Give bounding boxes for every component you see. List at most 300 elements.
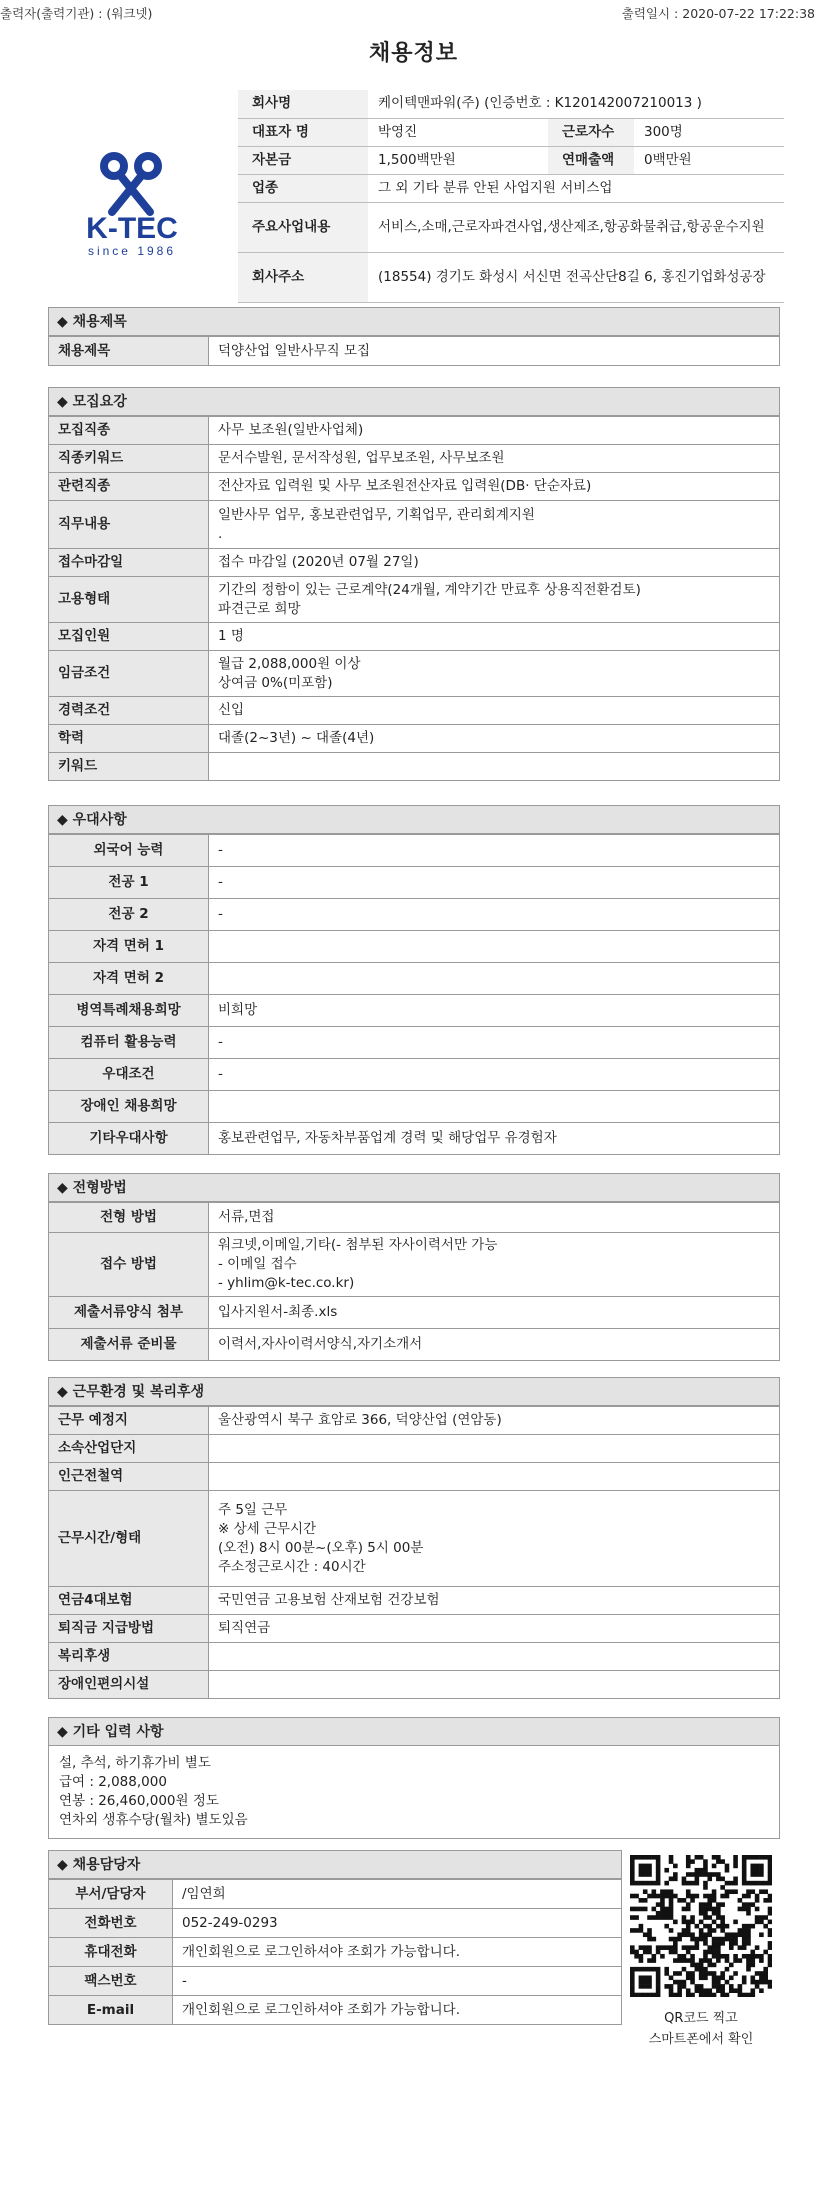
qr-module [690, 1932, 695, 1937]
qr-module [677, 1971, 682, 1976]
qr-module [742, 1924, 747, 1929]
qr-module [673, 1958, 678, 1963]
recruit-line: . [218, 525, 223, 542]
qr-module [707, 1924, 712, 1929]
recruit-value: 대졸(2~3년) ~ 대졸(4년) [209, 725, 780, 753]
qr-module [669, 1988, 674, 1993]
qr-module [669, 1950, 674, 1955]
qr-module [656, 1902, 661, 1907]
qr-module [699, 1993, 704, 1997]
company-logo [62, 150, 202, 260]
qr-module [750, 1889, 755, 1894]
qr-module [720, 1941, 725, 1946]
qr-module [647, 1855, 652, 1860]
qr-module [759, 1915, 764, 1920]
recruit-label: 학력 [49, 725, 209, 753]
qr-module [750, 1980, 755, 1985]
qr-module [669, 1859, 674, 1864]
qr-module [746, 1967, 751, 1972]
qr-module [759, 1881, 764, 1886]
prefer-heading: ◆ 우대사항 [48, 805, 780, 834]
qr-module [686, 1975, 691, 1980]
qr-module [742, 1975, 747, 1980]
address-value: (18554) 경기도 화성시 서신면 전곡산단8길 6, 홍진기업화성공장 [368, 252, 784, 302]
qr-module [742, 1907, 747, 1912]
contact-label: 팩스번호 [49, 1967, 173, 1996]
qr-module [699, 1988, 704, 1993]
etc-content [48, 1746, 780, 1839]
qr-module [664, 1971, 669, 1976]
qr-module [712, 1937, 717, 1942]
qr-module [699, 1902, 704, 1907]
recruit-line: 상여금 0%(미포함) [218, 674, 333, 691]
qr-module [647, 1984, 652, 1989]
recruit-label: 경력조건 [49, 697, 209, 725]
qr-module [686, 1971, 691, 1976]
qr-module [699, 1868, 704, 1873]
qr-module [720, 1902, 725, 1907]
qr-module [656, 1864, 661, 1869]
qr-module [673, 1941, 678, 1946]
qr-module [630, 1877, 635, 1882]
qr-module [768, 1920, 772, 1925]
recruit-label: 접수마감일 [49, 549, 209, 577]
qr-module [634, 1881, 639, 1886]
qr-module [755, 1898, 760, 1903]
qr-code-icon[interactable] [630, 1855, 772, 1997]
qr-module [703, 1937, 708, 1942]
qr-module [738, 1932, 743, 1937]
selection-value: 서류,면접 [209, 1203, 780, 1233]
prefer-label: 우대조건 [49, 1059, 209, 1091]
qr-module [763, 1975, 768, 1980]
recruit-line: 파견근로 희망 [218, 600, 301, 617]
qr-module [634, 1894, 639, 1899]
qr-module [669, 1945, 674, 1950]
qr-module [707, 1898, 712, 1903]
qr-module [768, 1859, 772, 1864]
qr-module [634, 1855, 639, 1860]
qr-module [768, 1945, 772, 1950]
qr-module [712, 1941, 717, 1946]
qr-module [695, 1924, 700, 1929]
qr-module [738, 1945, 743, 1950]
qr-module [763, 1898, 768, 1903]
qr-module [742, 1945, 747, 1950]
qr-module [652, 1915, 657, 1920]
qr-module [682, 1954, 687, 1959]
qr-module [634, 1967, 639, 1972]
qr-module [660, 1945, 665, 1950]
qr-module [750, 1881, 755, 1886]
qr-module [643, 1898, 648, 1903]
qr-module [686, 1950, 691, 1955]
qr-module [647, 1980, 652, 1985]
qr-module [669, 1911, 674, 1916]
qr-module [677, 1993, 682, 1997]
qr-module [690, 1915, 695, 1920]
qr-module [729, 1984, 734, 1989]
company-name-label: 회사명 [238, 90, 368, 118]
print-user: 출력자(출력기관) : (워크넷) [0, 6, 153, 21]
logo-wordmark: K-TEC [86, 212, 178, 245]
qr-module [733, 1941, 738, 1946]
qr-module [647, 1868, 652, 1873]
attached-form-link[interactable]: 입사지원서-최종.xls [209, 1297, 780, 1329]
qr-module [750, 1975, 755, 1980]
qr-module [733, 1932, 738, 1937]
qr-module [682, 1958, 687, 1963]
qr-module [639, 1855, 644, 1860]
qr-module [733, 1859, 738, 1864]
qr-module [716, 1915, 721, 1920]
qr-module [755, 1980, 760, 1985]
qr-module [712, 1950, 717, 1955]
qr-module [686, 1945, 691, 1950]
qr-module [703, 1885, 708, 1890]
qr-module [656, 1984, 661, 1989]
qr-module [639, 1868, 644, 1873]
qr-module [639, 1993, 644, 1997]
qr-module [686, 1924, 691, 1929]
qr-module [742, 1872, 747, 1877]
qr-module [733, 1864, 738, 1869]
qr-module [682, 1928, 687, 1933]
qr-module [729, 1937, 734, 1942]
qr-module [707, 1928, 712, 1933]
qr-module [630, 1915, 635, 1920]
qr-module [755, 1945, 760, 1950]
qr-module [677, 1954, 682, 1959]
qr-module [729, 1975, 734, 1980]
qr-module [630, 1872, 635, 1877]
qr-module [660, 1889, 665, 1894]
qr-module [733, 1988, 738, 1993]
recruit-label: 고용형태 [49, 577, 209, 623]
qr-module [639, 1907, 644, 1912]
qr-module [630, 1859, 635, 1864]
qr-module [755, 1855, 760, 1860]
qr-module [712, 1980, 717, 1985]
qr-module [643, 1855, 648, 1860]
qr-module [768, 1907, 772, 1912]
qr-module [729, 1963, 734, 1968]
recruit-label: 모집인원 [49, 623, 209, 651]
qr-module [720, 1984, 725, 1989]
qr-module [664, 1915, 669, 1920]
qr-module [639, 1898, 644, 1903]
prefer-section [48, 805, 780, 1155]
contact-label: E-mail [49, 1996, 173, 2025]
qr-module [682, 1881, 687, 1886]
selection-value [209, 1233, 780, 1297]
qr-module [712, 1984, 717, 1989]
contact-value: 개인회원으로 로그인하셔야 조회가 가능합니다. [173, 1996, 622, 2025]
qr-module [690, 1937, 695, 1942]
selection-label: 제출서류양식 첨부 [49, 1297, 209, 1329]
qr-module [673, 1937, 678, 1942]
qr-module [738, 1993, 743, 1997]
qr-module [763, 1915, 768, 1920]
qr-module [677, 1932, 682, 1937]
prefer-value: - [209, 835, 780, 867]
qr-module [742, 1937, 747, 1942]
qr-module [643, 1889, 648, 1894]
selection-label: 접수 방법 [49, 1233, 209, 1297]
qr-module [656, 1967, 661, 1972]
prefer-value: - [209, 1059, 780, 1091]
qr-module [712, 1907, 717, 1912]
qr-module [630, 1864, 635, 1869]
qr-module [703, 1902, 708, 1907]
qr-module [630, 1993, 635, 1997]
qr-module [755, 1907, 760, 1912]
welfare-label: 퇴직금 지급방법 [49, 1615, 209, 1643]
qr-module [669, 1855, 674, 1860]
selection-line: - yhlim@k-tec.co.kr) [218, 1275, 355, 1291]
welfare-line: 주소정근로시간 : 40시간 [218, 1558, 366, 1575]
qr-module [686, 1958, 691, 1963]
qr-module [703, 1924, 708, 1929]
prefer-value: - [209, 1027, 780, 1059]
qr-module [720, 1937, 725, 1942]
welfare-label: 복리후생 [49, 1643, 209, 1671]
qr-module [699, 1855, 704, 1860]
qr-module [682, 1980, 687, 1985]
qr-caption-2: 스마트폰에서 확인 [648, 2032, 754, 2047]
qr-module [686, 1932, 691, 1937]
business-value: 서비스,소매,근로자파견사업,생산제조,항공화물취급,항공운수지원 [368, 202, 784, 252]
qr-module [664, 1889, 669, 1894]
qr-module [733, 1881, 738, 1886]
qr-module [759, 1975, 764, 1980]
qr-module [660, 1898, 665, 1903]
qr-module [759, 1988, 764, 1993]
qr-module [652, 1889, 657, 1894]
capital-label: 자본금 [238, 146, 368, 174]
qr-module [634, 1915, 639, 1920]
qr-module [742, 1993, 747, 1997]
contact-label: 부서/담당자 [49, 1880, 173, 1909]
qr-module [755, 1881, 760, 1886]
qr-module [716, 1859, 721, 1864]
qr-module [660, 1907, 665, 1912]
qr-module [755, 1864, 760, 1869]
qr-module [682, 1967, 687, 1972]
qr-module [742, 1902, 747, 1907]
qr-module [682, 1877, 687, 1882]
qr-module [695, 1963, 700, 1968]
qr-module [647, 1928, 652, 1933]
qr-module [716, 1937, 721, 1942]
qr-module [716, 1988, 721, 1993]
qr-module [768, 1855, 772, 1860]
qr-module [742, 1859, 747, 1864]
qr-module [690, 1963, 695, 1968]
qr-module [746, 1894, 751, 1899]
qr-module [720, 1885, 725, 1890]
qr-module [652, 1881, 657, 1886]
qr-module [686, 1855, 691, 1860]
qr-module [630, 1855, 635, 1860]
qr-module [716, 1911, 721, 1916]
qr-module [759, 1864, 764, 1869]
qr-module [733, 1855, 738, 1860]
welfare-label: 연금4대보험 [49, 1587, 209, 1615]
qr-module [733, 1937, 738, 1942]
qr-module [729, 1889, 734, 1894]
qr-module [733, 1954, 738, 1959]
qr-module [682, 1920, 687, 1925]
welfare-value: 국민연금 고용보험 산재보험 건강보험 [209, 1587, 780, 1615]
qr-module [746, 1963, 751, 1968]
selection-line: 워크넷,이메일,기타(- 첨부된 자사이력서만 가능 [218, 1237, 498, 1253]
qr-module [742, 1980, 747, 1985]
qr-module [699, 1907, 704, 1912]
qr-module [643, 1967, 648, 1972]
qr-module [733, 1958, 738, 1963]
qr-module [630, 1971, 635, 1976]
qr-module [759, 1868, 764, 1873]
qr-module [720, 1971, 725, 1976]
qr-module [768, 1894, 772, 1899]
qr-module [656, 1911, 661, 1916]
capital-value: 1,500백만원 [368, 146, 548, 174]
qr-module [746, 1911, 751, 1916]
qr-module [759, 1855, 764, 1860]
qr-module [750, 1993, 755, 1997]
qr-module [639, 1984, 644, 1989]
qr-module [669, 1902, 674, 1907]
qr-module [750, 1868, 755, 1873]
qr-module [720, 1975, 725, 1980]
qr-module [669, 1898, 674, 1903]
qr-module [664, 1924, 669, 1929]
qr-module [768, 1868, 772, 1873]
qr-module [729, 1988, 734, 1993]
qr-module [768, 1984, 772, 1989]
qr-module [630, 1945, 635, 1950]
job-title-heading: ◆ 채용제목 [48, 307, 780, 336]
qr-module [634, 1907, 639, 1912]
qr-module [652, 1907, 657, 1912]
qr-module [699, 1911, 704, 1916]
qr-module [703, 1864, 708, 1869]
qr-module [716, 1924, 721, 1929]
qr-module [703, 1941, 708, 1946]
qr-module [686, 1872, 691, 1877]
qr-module [759, 1971, 764, 1976]
qr-module [630, 1950, 635, 1955]
qr-module [647, 1958, 652, 1963]
recruit-value: 전산자료 입력원 및 사무 보조원전산자료 입력원(DB· 단순자료) [209, 473, 780, 501]
qr-module [656, 1975, 661, 1980]
qr-module [647, 1950, 652, 1955]
qr-module [716, 1941, 721, 1946]
qr-module [703, 1932, 708, 1937]
qr-module [755, 1868, 760, 1873]
qr-module [664, 1894, 669, 1899]
qr-module [643, 1980, 648, 1985]
qr-module [634, 1993, 639, 1997]
qr-module [716, 1945, 721, 1950]
qr-module [763, 1889, 768, 1894]
qr-module [703, 1954, 708, 1959]
qr-module [733, 1877, 738, 1882]
prefer-value [209, 963, 780, 995]
welfare-value [209, 1643, 780, 1671]
qr-module [634, 1950, 639, 1955]
qr-module [716, 1975, 721, 1980]
selection-value: 이력서,자사이력서양식,자기소개서 [209, 1329, 780, 1361]
print-time: 출력일시 : 2020-07-22 17:22:38 [621, 6, 815, 21]
qr-module [686, 1881, 691, 1886]
welfare-label: 인근전철역 [49, 1463, 209, 1491]
qr-module [707, 1958, 712, 1963]
selection-heading: ◆ 전형방법 [48, 1173, 780, 1202]
qr-module [673, 1920, 678, 1925]
qr-module [712, 1911, 717, 1916]
qr-module [768, 1941, 772, 1946]
qr-module [686, 1907, 691, 1912]
qr-module [703, 1958, 708, 1963]
qr-module [652, 1937, 657, 1942]
qr-module [763, 1950, 768, 1955]
qr-module [690, 1920, 695, 1925]
qr-module [707, 1945, 712, 1950]
qr-module [695, 1988, 700, 1993]
qr-module [660, 1894, 665, 1899]
qr-module [742, 1881, 747, 1886]
qr-module [699, 1963, 704, 1968]
qr-module [630, 1894, 635, 1899]
qr-module [690, 1971, 695, 1976]
qr-module [725, 1993, 730, 1997]
qr-module [712, 1872, 717, 1877]
qr-module [690, 1980, 695, 1985]
qr-module [690, 1945, 695, 1950]
qr-module [750, 1958, 755, 1963]
welfare-value [209, 1463, 780, 1491]
qr-module [763, 1967, 768, 1972]
qr-module [707, 1877, 712, 1882]
prefer-table [48, 834, 780, 1155]
qr-module [742, 1928, 747, 1933]
ceo-label: 대표자 명 [238, 118, 368, 146]
welfare-value: 울산광역시 북구 효암로 366, 덕양산업 (연암동) [209, 1407, 780, 1435]
qr-module [699, 1937, 704, 1942]
qr-module [738, 1928, 743, 1933]
qr-module [643, 1864, 648, 1869]
qr-module [759, 1932, 764, 1937]
qr-module [703, 1971, 708, 1976]
job-title-section [48, 307, 780, 366]
contact-value: /임연희 [173, 1880, 622, 1909]
qr-module [716, 1950, 721, 1955]
qr-module [712, 1889, 717, 1894]
qr-module [725, 1937, 730, 1942]
qr-module [643, 1872, 648, 1877]
welfare-label: 소속산업단지 [49, 1435, 209, 1463]
contact-value: 개인회원으로 로그인하셔야 조회가 가능합니다. [173, 1938, 622, 1967]
prefer-value: 비희망 [209, 995, 780, 1027]
qr-module [742, 1894, 747, 1899]
qr-module [746, 1941, 751, 1946]
qr-module [746, 1924, 751, 1929]
recruit-value: 문서수발원, 문서작성원, 업무보조원, 사무보조원 [209, 445, 780, 473]
qr-module [759, 1980, 764, 1985]
qr-module [699, 1872, 704, 1877]
